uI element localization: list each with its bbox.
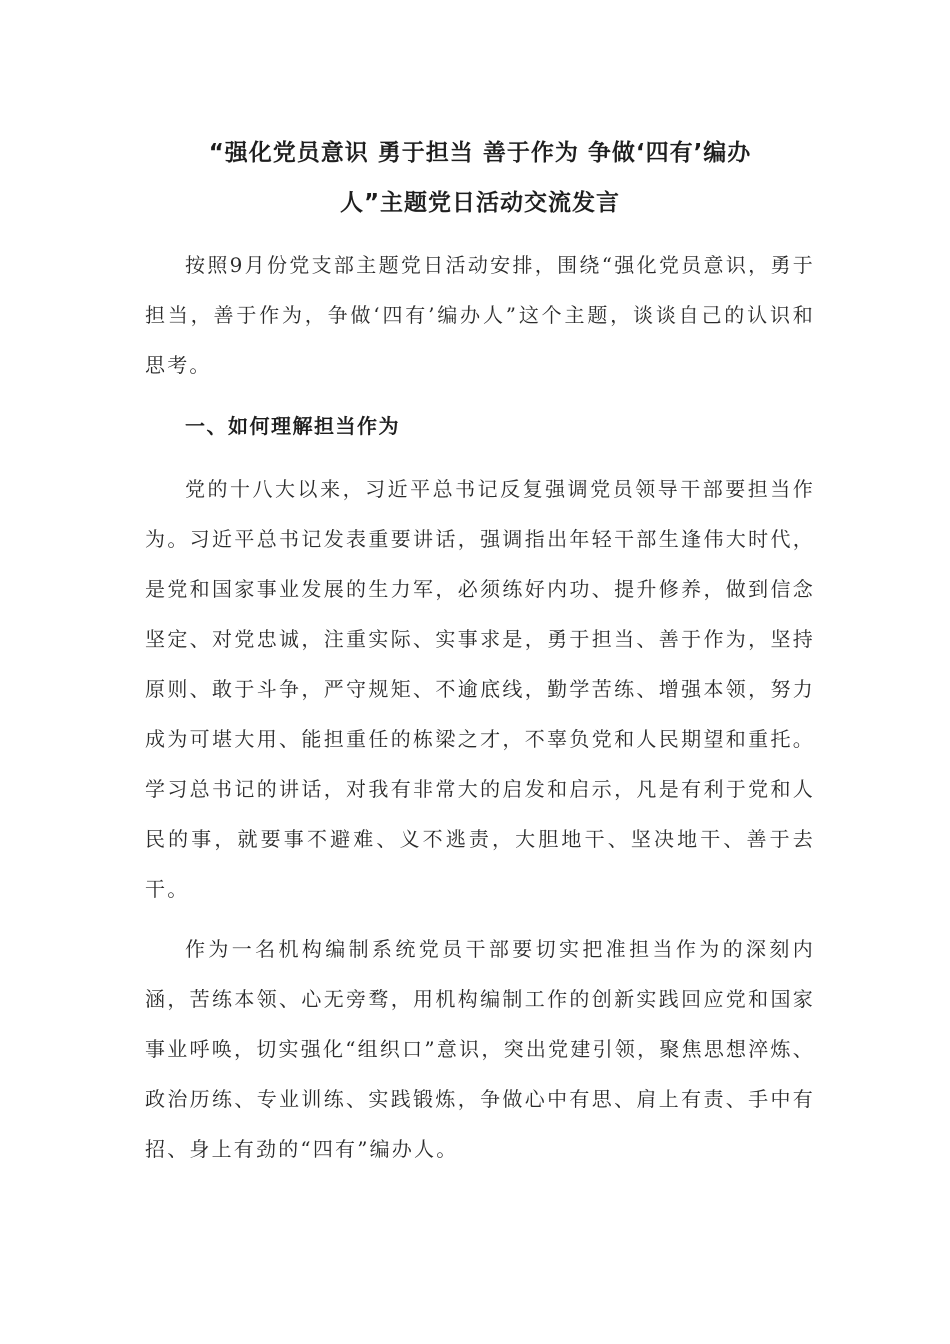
section-1-heading: 一、如何理解担当作为	[185, 414, 400, 438]
title-line-1: “强化党员意识 勇于担当 善于作为 争做‘四有’编办	[208, 140, 752, 166]
section-1-paragraph-1: 党的十八大以来，习近平总书记反复强调党员领导干部要担当作为。习近平总书记发表重要讲话，强调指出年轻干部生逢伟大时代，是党和国家事业发展的生力军，必须练好内功、提升修养，做到信念坚定、对党忠诚，注重实际、实事求是，勇于担当、善于作为，坚持原则、敢于斗争，严守规矩、不逾底线，勤学苦练、增强本领，努力成为可堪大用、能担重任的栋梁之才，不辜负党和人民期望和重托。学习总书记的讲话，对我有非常大的启发和启示，凡是有利于党和人民的事，就要事不避难、义不逃责，大胆地干、坚决地干、善于去干。	[145, 477, 815, 901]
document-title	[140, 128, 820, 228]
section-1-paragraph-2: 作为一名机构编制系统党员干部要切实把准担当作为的深刻内涵，苦练本领、心无旁骛，用机构编制工作的创新实践回应党和国家事业呼唤，切实强化“组织口”意识，突出党建引领，聚焦思想淬炼、政治历练、专业训练、实践锻炼，争做心中有思、肩上有责、手中有招、身上有劲的“四有”编办人。	[145, 937, 815, 1161]
intro-paragraph: 按照9月份党支部主题党日活动安排，围绕“强化党员意识，勇于担当，善于作为，争做‘四有’编办人”这个主题，谈谈自己的认识和思考。	[145, 253, 815, 377]
title-line-2: 人”主题党日活动交流发言	[339, 190, 621, 216]
